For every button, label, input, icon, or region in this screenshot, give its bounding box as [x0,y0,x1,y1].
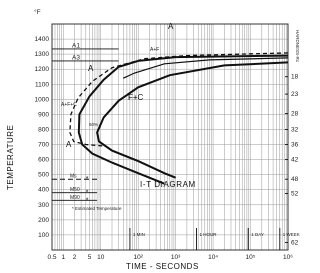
x-tick-label: 0.5 [47,254,57,261]
x-tick-label: 10 [97,254,105,261]
hardness-tick-label: 52 [291,190,299,198]
transformation-curve [97,62,288,177]
transformation-curve [79,56,288,184]
region-label-austenite-top: A [168,22,174,31]
y-tick-label: 1300 [34,51,49,59]
time-band-label: 1 DAY [251,232,264,237]
x-tick-label: 5 [87,254,92,261]
hardness-tick-label: 36 [291,141,299,149]
martensite-label: Ms [70,173,77,180]
x-tick-label: 10⁴ [208,254,219,261]
hardness-axis-label: HARDNESS-Rc [295,30,300,63]
region-label-ferrite-carbide: F+C [128,93,144,102]
x-axis-label: TIME - SECONDS [126,262,199,271]
time-band-label: 1 WEEK [282,232,300,237]
y-tick-label: 1000 [34,96,49,104]
fifty-percent-annotation: 50% [89,122,99,127]
y-tick-label: 400 [38,186,49,194]
estimated-marker: * [85,197,89,205]
axis-ticks [35,36,299,261]
y-unit-label: °F [34,9,41,16]
hardness-tick-label: 28 [291,110,299,118]
x-tick-label: 1 [61,254,66,261]
region-label-austenite-lower: A [66,140,72,149]
y-tick-label: 1100 [35,81,49,89]
time-band-label: 1 MIN [132,232,145,237]
y-tick-label: 1400 [34,36,49,44]
critical-temperature-label: A1 [72,42,80,50]
hardness-tick-label: 18 [291,73,299,81]
estimated-temperature-note: * Estimated Temperature [72,206,122,211]
x-tick-label: 10⁶ [283,254,293,261]
chart-title: I-T DIAGRAM [140,180,196,189]
y-tick-label: 900 [38,111,49,119]
y-tick-label: 100 [38,231,49,239]
x-tick-label: 10⁵ [245,254,256,261]
hardness-tick-label: 32 [291,126,299,134]
hardness-tick-label: 48 [291,176,299,184]
time-band-label: 1 HOUR [199,232,217,237]
y-tick-label: 200 [38,216,49,224]
martensite-label: M90 [70,194,80,201]
y-tick-label: 300 [38,201,49,209]
region-label-austenite: A [88,64,94,73]
transformation-curves [70,53,288,184]
y-tick-label: 500 [38,171,49,179]
region-label-austenite-ferrite-carbide: A+F+C [61,102,77,108]
y-tick-label: 700 [38,141,49,149]
hardness-tick-label: 23 [291,91,299,99]
region-label-ferrite-austenite: A+F [150,47,160,53]
y-tick-label: 1200 [34,66,49,74]
time-bands [130,228,300,250]
x-tick-label: 10² [133,254,143,261]
y-tick-label: 800 [38,126,49,134]
y-tick-label: 600 [38,156,49,164]
x-tick-label: 2 [72,254,77,261]
estimated-marker: * [85,176,89,184]
hardness-tick-label: 42 [291,156,299,164]
y-axis-label: TEMPERATURE [6,124,15,190]
critical-temperature-label: A3 [72,54,80,62]
x-tick-label: 10³ [170,254,181,261]
hardness-tick-label: 62 [291,239,299,247]
temperature-levels [52,42,119,204]
estimated-marker: * [85,189,89,197]
martensite-label: M50 [70,187,80,194]
